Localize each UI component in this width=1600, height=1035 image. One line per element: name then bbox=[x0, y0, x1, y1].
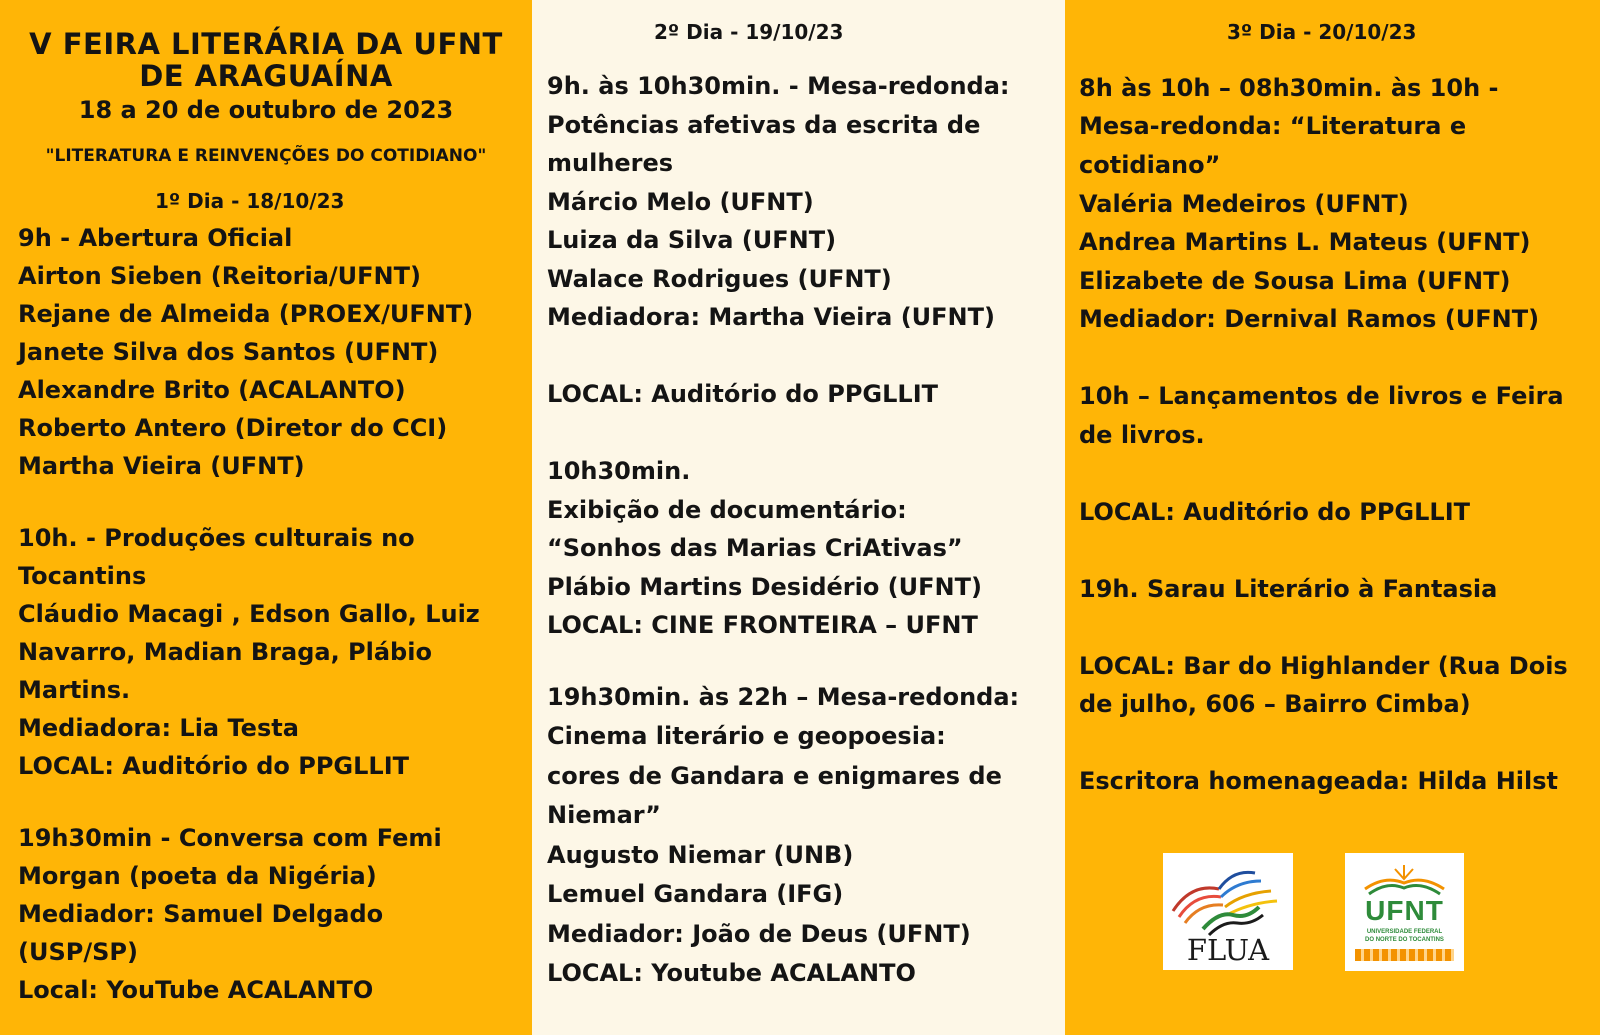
day2-line: mulheres bbox=[547, 149, 674, 177]
ufnt-book-emblem-icon bbox=[1345, 859, 1464, 899]
day1-line: Rejane de Almeida (PROEX/UFNT) bbox=[18, 300, 474, 328]
day1-line: 10h. - Produções culturais no bbox=[18, 524, 415, 552]
day1-line: Janete Silva dos Santos (UFNT) bbox=[18, 338, 439, 366]
day1-line: 19h30min - Conversa com Femi bbox=[18, 824, 442, 852]
day2-line: 9h. às 10h30min. - Mesa-redonda: bbox=[547, 72, 1010, 100]
day2-line: LOCAL: Auditório do PPGLLIT bbox=[547, 380, 938, 408]
day1-line: (USP/SP) bbox=[18, 938, 138, 966]
day2-line: Plábio Martins Desidério (UFNT) bbox=[547, 573, 982, 601]
event-theme: "LITERATURA E REINVENÇÕES DO COTIDIANO" bbox=[45, 146, 487, 166]
ufnt-stripe-decoration bbox=[1355, 949, 1454, 961]
day1-column bbox=[0, 0, 532, 1035]
day2-line: LOCAL: Youtube ACALANTO bbox=[547, 959, 916, 987]
day2-column bbox=[532, 0, 1065, 1035]
day2-line: Niemar” bbox=[547, 801, 661, 829]
event-title-line2: DE ARAGUAÍNA bbox=[139, 59, 393, 93]
day3-line: Escritora homenageada: Hilda Hilst bbox=[1079, 767, 1559, 795]
day1-line: Local: YouTube ACALANTO bbox=[18, 976, 374, 1004]
flua-emblem-icon bbox=[1163, 859, 1293, 939]
day1-line: Airton Sieben (Reitoria/UFNT) bbox=[18, 262, 421, 290]
day1-line: Mediadora: Lia Testa bbox=[18, 714, 299, 742]
day1-line: Morgan (poeta da Nigéria) bbox=[18, 862, 377, 890]
day2-line: “Sonhos das Marias CriAtivas” bbox=[547, 534, 963, 562]
day1-line: Tocantins bbox=[18, 562, 147, 590]
day3-column bbox=[1065, 0, 1600, 1035]
day1-line: Martins. bbox=[18, 676, 131, 704]
ufnt-caption-line1: UNIVERSIDADE FEDERAL bbox=[1366, 929, 1443, 935]
day1-line: Martha Vieira (UFNT) bbox=[18, 452, 305, 480]
day3-line: 8h às 10h – 08h30min. às 10h - bbox=[1079, 74, 1499, 102]
day1-line: Roberto Antero (Diretor do CCI) bbox=[18, 414, 448, 442]
ufnt-logo-text: UFNT bbox=[1365, 895, 1444, 926]
day3-line: LOCAL: Bar do Highlander (Rua Dois bbox=[1079, 652, 1568, 680]
day3-line: Valéria Medeiros (UFNT) bbox=[1079, 190, 1409, 218]
day2-line: 10h30min. bbox=[547, 457, 691, 485]
day2-line: Luiza da Silva (UFNT) bbox=[547, 226, 837, 254]
day2-line: 19h30min. às 22h – Mesa-redonda: bbox=[547, 683, 1020, 711]
day2-line: Walace Rodrigues (UFNT) bbox=[547, 265, 892, 293]
day2-line: Lemuel Gandara (IFG) bbox=[547, 880, 844, 908]
day1-line: Mediador: Samuel Delgado bbox=[18, 900, 384, 928]
day3-line: 19h. Sarau Literário à Fantasia bbox=[1079, 575, 1498, 603]
flua-logo bbox=[1163, 853, 1293, 970]
day2-line: Augusto Niemar (UNB) bbox=[547, 841, 854, 869]
day3-line: LOCAL: Auditório do PPGLLIT bbox=[1079, 498, 1470, 526]
day3-heading: 3º Dia - 20/10/23 bbox=[1227, 20, 1417, 44]
day2-line: Mediador: João de Deus (UFNT) bbox=[547, 920, 971, 948]
ufnt-logo bbox=[1345, 853, 1464, 971]
day2-line: Cinema literário e geopoesia: bbox=[547, 722, 946, 750]
day1-line: Cláudio Macagi , Edson Gallo, Luiz bbox=[18, 600, 480, 628]
day3-line: Mediador: Dernival Ramos (UFNT) bbox=[1079, 305, 1540, 333]
day2-line: Márcio Melo (UFNT) bbox=[547, 188, 814, 216]
day3-line: cotidiano” bbox=[1079, 151, 1221, 179]
day2-line: LOCAL: CINE FRONTEIRA – UFNT bbox=[547, 611, 978, 639]
day3-line: Mesa-redonda: “Literatura e bbox=[1079, 112, 1467, 140]
day1-line: Navarro, Madian Braga, Plábio bbox=[18, 638, 432, 666]
day2-heading: 2º Dia - 19/10/23 bbox=[654, 20, 844, 44]
day2-line: Potências afetivas da escrita de bbox=[547, 111, 981, 139]
event-dates: 18 a 20 de outubro de 2023 bbox=[78, 96, 454, 124]
day3-line: 10h – Lançamentos de livros e Feira bbox=[1079, 382, 1564, 410]
day1-line: Alexandre Brito (ACALANTO) bbox=[18, 376, 406, 404]
day2-line: cores de Gandara e enigmares de bbox=[547, 762, 1002, 790]
flua-logo-text: FLUA bbox=[1186, 933, 1270, 967]
day3-line: Elizabete de Sousa Lima (UFNT) bbox=[1079, 267, 1511, 295]
day3-line: Andrea Martins L. Mateus (UFNT) bbox=[1079, 228, 1531, 256]
day3-line: de livros. bbox=[1079, 421, 1205, 449]
day1-heading: 1º Dia - 18/10/23 bbox=[155, 189, 345, 213]
day1-line: LOCAL: Auditório do PPGLLIT bbox=[18, 752, 409, 780]
day1-line: 9h - Abertura Oficial bbox=[18, 224, 293, 252]
day2-line: Exibição de documentário: bbox=[547, 496, 907, 524]
day3-line: de julho, 606 – Bairro Cimba) bbox=[1079, 690, 1471, 718]
day2-line: Mediadora: Martha Vieira (UFNT) bbox=[547, 303, 995, 331]
ufnt-caption-line2: DO NORTE DO TOCANTINS bbox=[1365, 937, 1444, 943]
event-title-line1: V FEIRA LITERÁRIA DA UFNT bbox=[29, 27, 503, 61]
